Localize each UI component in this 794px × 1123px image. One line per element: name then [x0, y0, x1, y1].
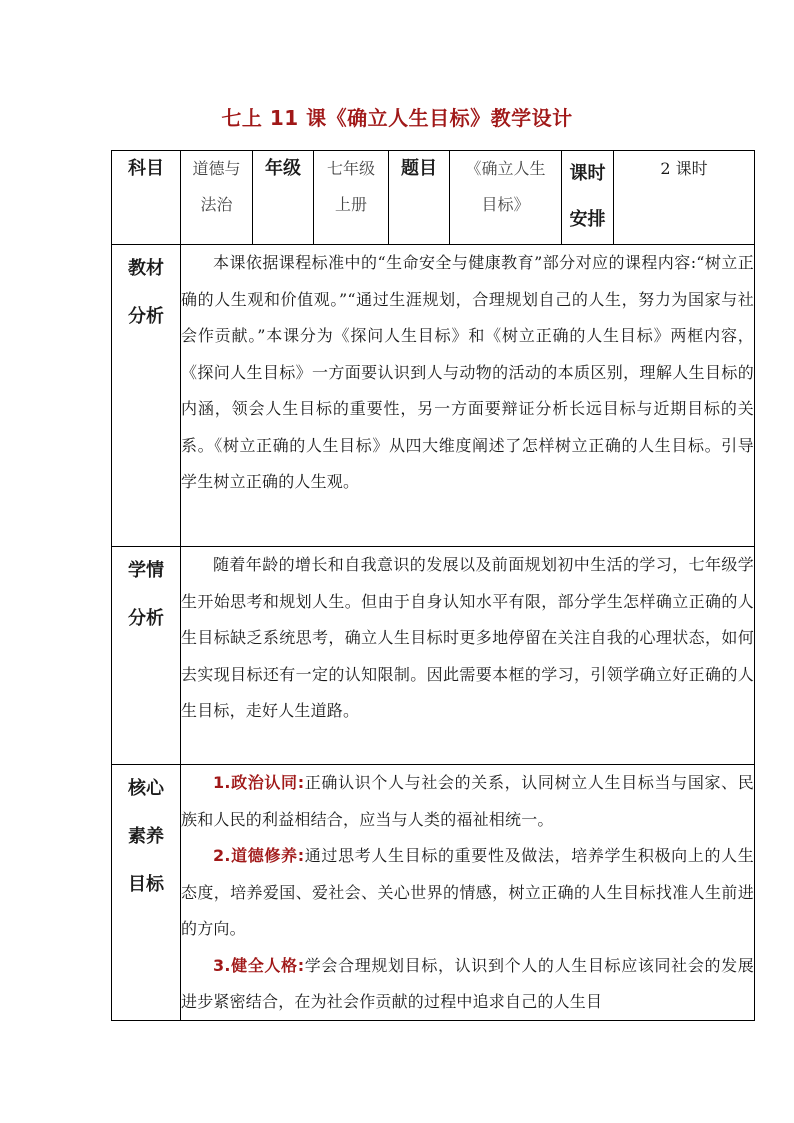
grade-value-line-2: 上册: [334, 195, 367, 214]
textbook-analysis-text: 本课依据课程标准中的“生命安全与健康教育”部分对应的课程内容:“树立正确的人生观和价值观。”“通过生涯规划，合理规划自己的人生，努力为国家与社会作贡献。”本课分为《探问人生目标》和《树立正确的人生目标》两框内容，《探问人生目标》一方面要认识到人与动物的活动的本质区别，理解人生目标的内涵，领会人生目标的重要性，另一方面要辩证分析长远目标与近期目标的关系。《树立正确的人生目标》从四大维度阐述了怎样树立正确的人生目标。引导学生树立正确的人生观。: [181, 253, 754, 491]
core-goal-heading: 3.健全人格:: [213, 955, 305, 975]
textbook-analysis-label-line-1: 教材: [128, 258, 164, 279]
student-analysis-label-line-2: 分析: [128, 608, 164, 629]
document-title: 七上 11 课《确立人生目标》教学设计: [221, 106, 573, 130]
student-analysis-label-line-1: 学情: [128, 560, 164, 581]
lesson-plan-table: [111, 150, 755, 1021]
core-goal-item: [181, 948, 754, 1018]
textbook-analysis-label: [112, 245, 181, 547]
student-analysis-label: [112, 547, 181, 765]
grade-label: 年级: [253, 151, 314, 245]
schedule-label: [562, 151, 614, 245]
core-goal-heading: 1.政治认同:: [213, 773, 305, 792]
core-goals-label: [112, 765, 181, 1021]
core-goal-item: [181, 838, 754, 948]
core-goal-text: 学会合理规划目标，认识到个人的人生目标应该同社会的发展进步紧密结合，在为社会作贡献的过程中追求自己的人生目: [181, 955, 754, 1011]
student-analysis-text: 随着年龄的增长和自我意识的发展以及前面规划初中生活的学习，七年级学生开始思考和规划人生。但由于自身认知水平有限，部分学生怎样确立正确的人生目标缺乏系统思考，确立人生目标时更多地停留在关注自我的心理状态，如何去实现目标还有一定的认知限制。因此需要本框的学习，引领学确立好正确的人生目标，走好人生道路。: [181, 555, 754, 720]
subject-value: [181, 151, 253, 245]
core-goal-item: [181, 765, 754, 838]
grade-value: [314, 151, 389, 245]
core-goal-text: 通过思考人生目标的重要性及做法，培养学生积极向上的人生态度，培养爱国、爱社会、关心世界的情感，树立正确的人生目标找准人生前进的方向。: [181, 846, 754, 938]
core-goal-text: 正确认识个人与社会的关系，认同树立人生目标当与国家、民族和人民的利益相结合，应当与人类的福祉相统一。: [181, 773, 754, 829]
core-goals-label-line-2: 素养: [128, 826, 164, 847]
subject-label: 科目: [112, 151, 181, 245]
core-goals-row: [112, 765, 755, 1021]
textbook-analysis-cell: [181, 245, 755, 547]
core-goals-cell: [181, 765, 755, 1021]
core-goals-label-line-1: 核心: [128, 778, 164, 799]
schedule-value: 2 课时: [614, 151, 755, 245]
student-analysis-row: [112, 547, 755, 765]
core-goals-label-line-3: 目标: [128, 874, 164, 895]
topic-value-line-2: 目标》: [481, 195, 530, 214]
topic-value-line-1: 《确立人生: [465, 159, 546, 178]
schedule-label-line-2: 安排: [569, 209, 606, 230]
topic-label: 题目: [389, 151, 450, 245]
subject-value-line-1: 道德与: [192, 159, 241, 178]
student-analysis-cell: [181, 547, 755, 765]
grade-value-line-1: 七年级: [326, 159, 375, 178]
core-goal-heading: 2.道德修养:: [213, 846, 305, 865]
core-goals-content: [181, 765, 754, 1017]
topic-value: [450, 151, 562, 245]
textbook-analysis-label-line-2: 分析: [128, 306, 164, 327]
header-row: [112, 151, 755, 245]
textbook-analysis-row: [112, 245, 755, 547]
schedule-label-line-1: 课时: [569, 163, 606, 184]
subject-value-line-2: 法治: [200, 195, 233, 214]
